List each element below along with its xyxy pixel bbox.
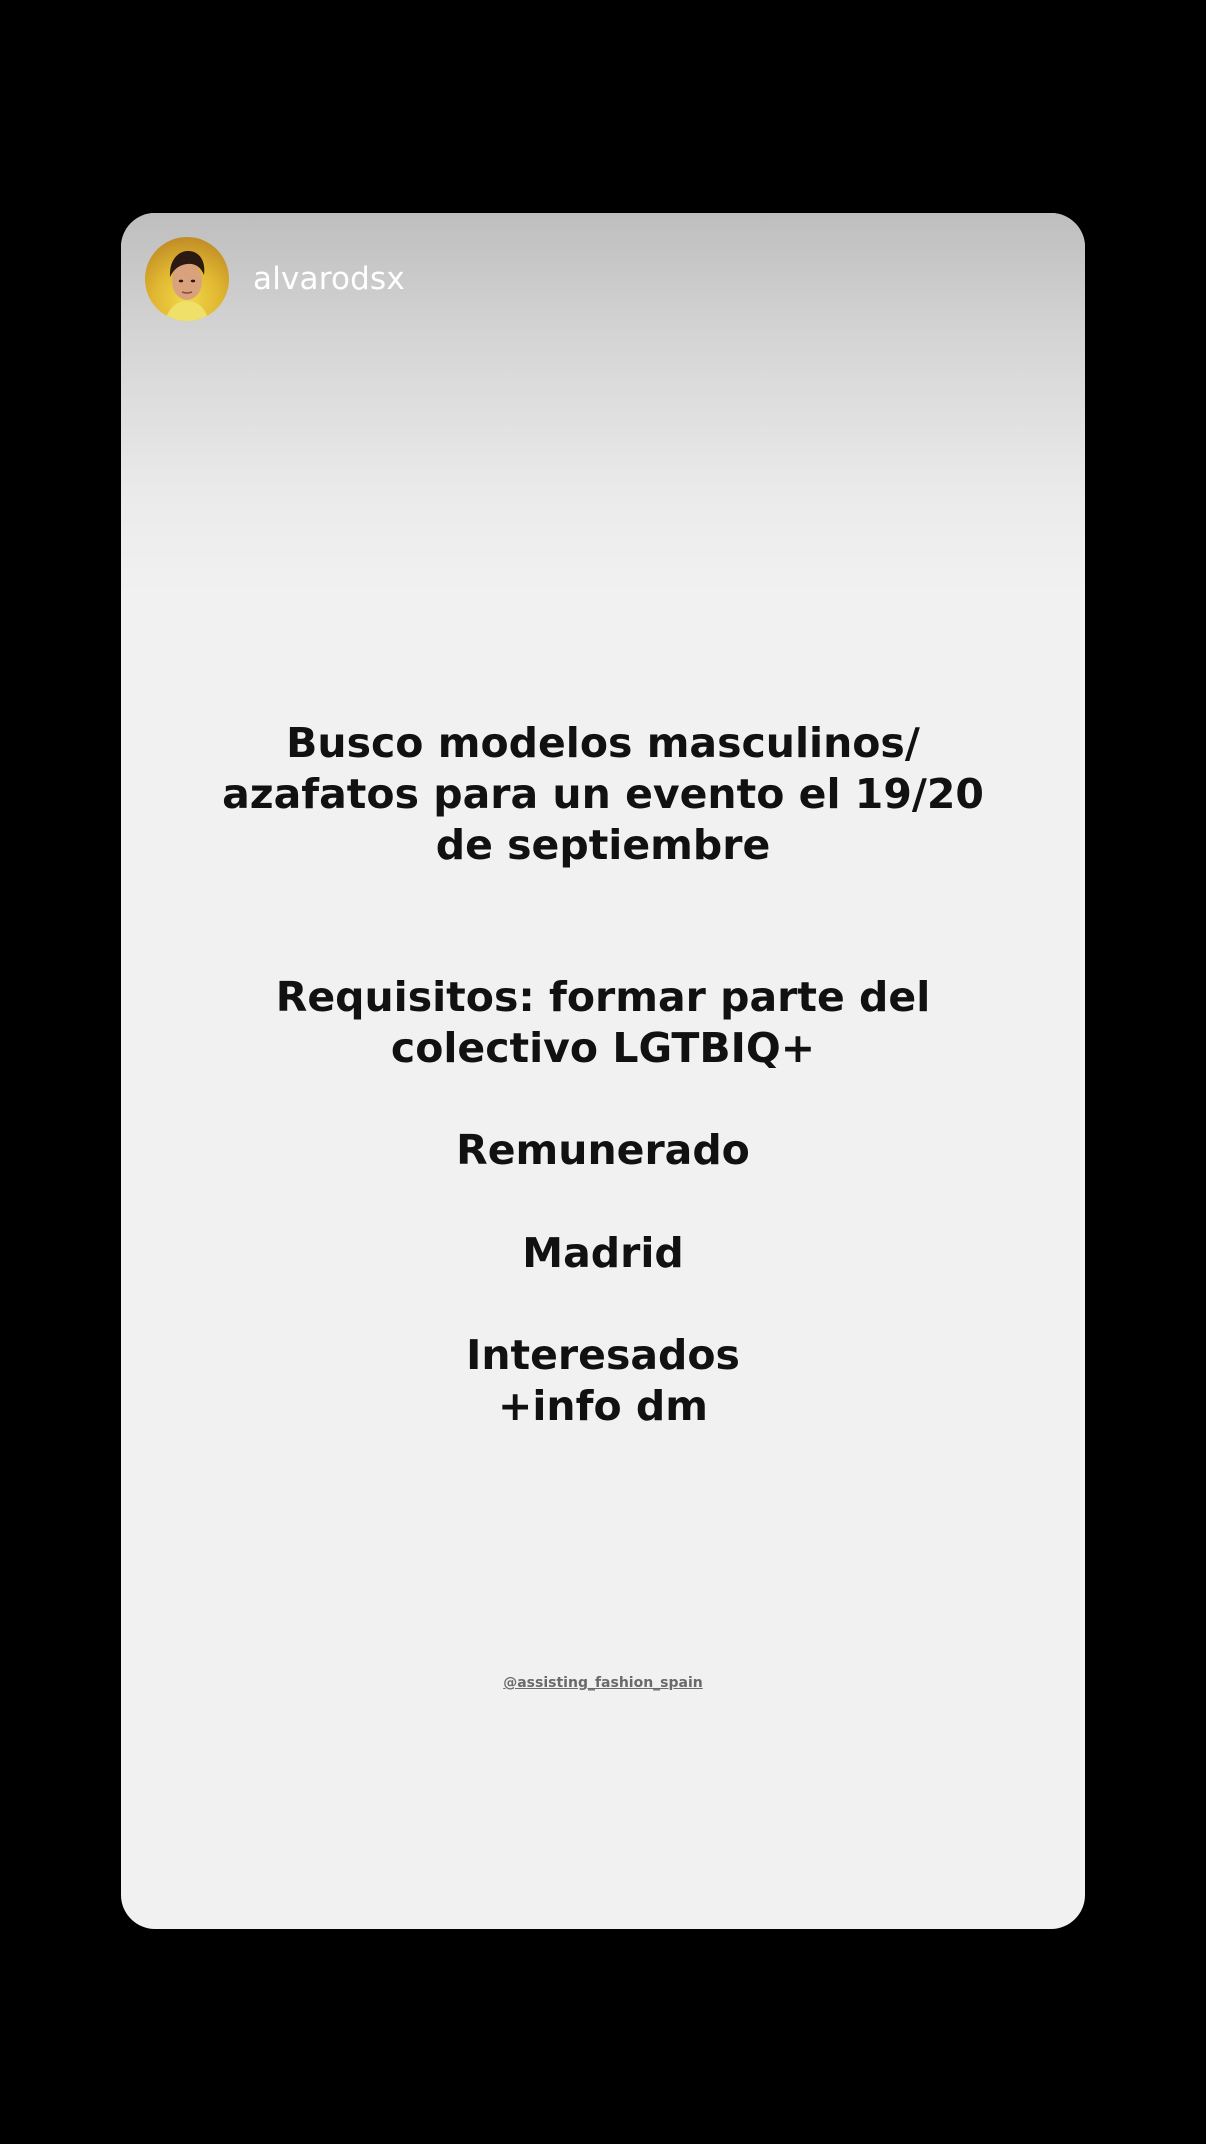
story-text-block-2 bbox=[121, 972, 1085, 1074]
mention-link[interactable]: @assisting_fashion_spain bbox=[503, 1675, 703, 1691]
story-header bbox=[145, 237, 405, 321]
story-text-block-1 bbox=[121, 718, 1085, 871]
text-line: Madrid bbox=[522, 1229, 684, 1277]
story-text-block-4 bbox=[121, 1228, 1085, 1279]
text-line: Interesados bbox=[466, 1331, 740, 1379]
text-line: azafatos para un evento el 19/20 bbox=[222, 770, 984, 818]
text-line: Remunerado bbox=[456, 1126, 750, 1174]
text-line: Requisitos: formar parte del bbox=[275, 973, 931, 1021]
avatar-portrait-icon bbox=[145, 237, 229, 321]
text-line: Busco modelos masculinos/ bbox=[286, 719, 920, 767]
story-text-block-5 bbox=[121, 1330, 1085, 1432]
text-line: de septiembre bbox=[435, 821, 771, 869]
story-card[interactable] bbox=[121, 213, 1085, 1929]
text-line: +info dm bbox=[498, 1382, 708, 1430]
text-line: colectivo LGTBIQ+ bbox=[390, 1024, 816, 1072]
avatar[interactable] bbox=[145, 237, 229, 321]
username[interactable]: alvarodsx bbox=[253, 261, 405, 297]
story-text-block-3 bbox=[121, 1125, 1085, 1176]
